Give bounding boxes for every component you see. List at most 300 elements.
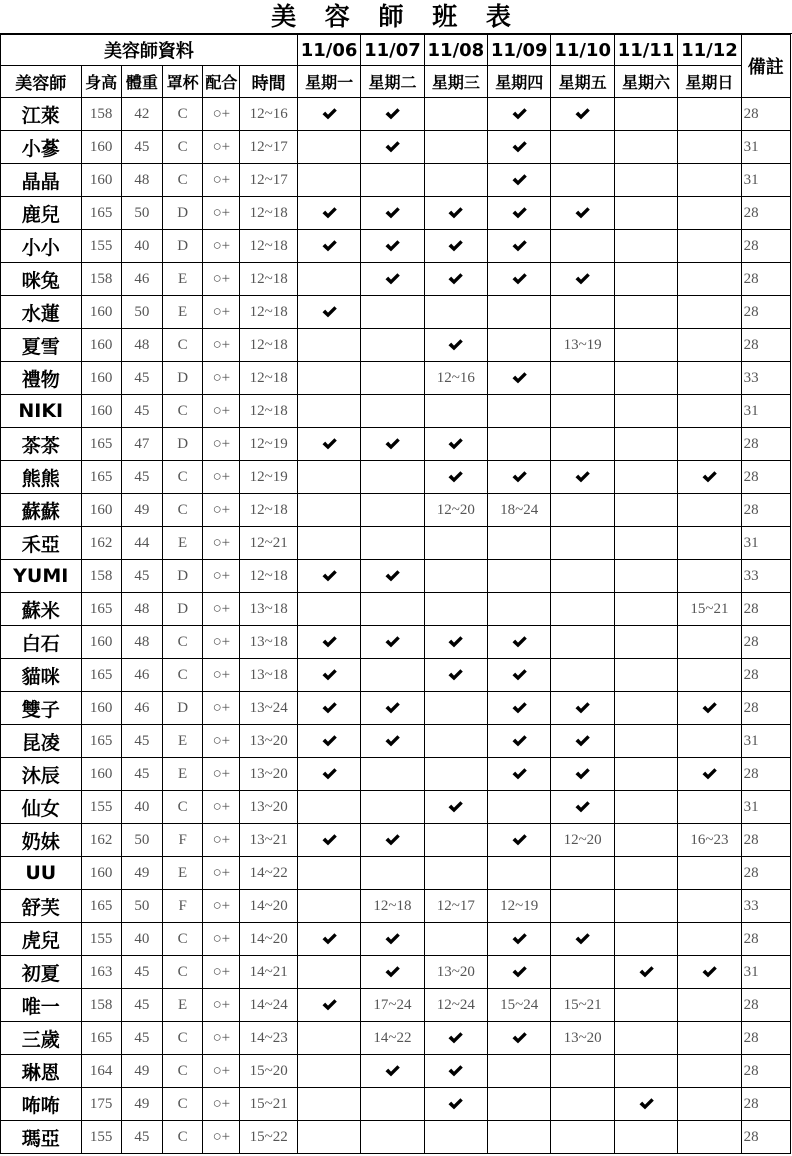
day-cell xyxy=(614,890,677,923)
cup-value: E xyxy=(163,296,203,329)
weekday-header: 星期日 xyxy=(678,66,741,98)
match-value: ○+ xyxy=(203,956,240,989)
note-value: 33 xyxy=(741,560,790,593)
weight-value: 46 xyxy=(121,692,162,725)
day-cell xyxy=(424,659,487,692)
weight-value: 46 xyxy=(121,659,162,692)
note-value: 28 xyxy=(741,461,790,494)
weight-value: 49 xyxy=(121,1055,162,1088)
time-value: 12~16 xyxy=(240,98,297,131)
day-cell: 13~19 xyxy=(551,329,614,362)
note-value: 28 xyxy=(741,626,790,659)
note-header: 備註 xyxy=(741,35,790,98)
match-value: ○+ xyxy=(203,725,240,758)
weight-value: 45 xyxy=(121,1121,162,1154)
height-value: 160 xyxy=(81,296,121,329)
day-cell xyxy=(614,164,677,197)
day-cell xyxy=(551,956,614,989)
cup-value: C xyxy=(163,626,203,659)
day-cell xyxy=(678,230,741,263)
day-cell xyxy=(297,659,360,692)
day-cell xyxy=(488,1055,551,1088)
checkmark-icon xyxy=(511,238,528,254)
day-cell xyxy=(678,131,741,164)
header-row-dates xyxy=(1,35,791,66)
weekday-header: 星期三 xyxy=(424,66,487,98)
match-value: ○+ xyxy=(203,659,240,692)
match-value: ○+ xyxy=(203,131,240,164)
day-cell xyxy=(551,131,614,164)
day-cell xyxy=(488,593,551,626)
weight-value: 45 xyxy=(121,461,162,494)
checkmark-icon xyxy=(384,238,401,254)
checkmark-icon xyxy=(638,1096,655,1112)
day-cell xyxy=(297,494,360,527)
day-cell xyxy=(614,263,677,296)
checkmark-icon xyxy=(447,469,464,485)
checkmark-icon xyxy=(384,931,401,947)
cup-value: C xyxy=(163,98,203,131)
note-value: 28 xyxy=(741,593,790,626)
cup-value: D xyxy=(163,428,203,461)
checkmark-icon xyxy=(511,205,528,221)
table-row xyxy=(1,1088,791,1121)
date-header: 11/06 xyxy=(297,35,360,66)
note-value: 31 xyxy=(741,527,790,560)
day-cell xyxy=(424,1022,487,1055)
checkmark-icon xyxy=(574,205,591,221)
weight-value: 45 xyxy=(121,956,162,989)
date-header: 11/08 xyxy=(424,35,487,66)
checkmark-icon xyxy=(321,205,338,221)
day-cell xyxy=(361,395,424,428)
cup-value: D xyxy=(163,593,203,626)
time-value: 13~18 xyxy=(240,593,297,626)
height-value: 165 xyxy=(81,659,121,692)
checkmark-icon xyxy=(384,271,401,287)
day-cell xyxy=(551,428,614,461)
header-row-columns xyxy=(1,66,791,98)
weekday-header: 星期五 xyxy=(551,66,614,98)
day-cell xyxy=(424,527,487,560)
table-row xyxy=(1,527,791,560)
day-cell xyxy=(297,395,360,428)
cup-value: D xyxy=(163,362,203,395)
table-row xyxy=(1,890,791,923)
cup-value: C xyxy=(163,923,203,956)
day-cell xyxy=(297,824,360,857)
day-cell xyxy=(424,791,487,824)
weight-value: 49 xyxy=(121,857,162,890)
day-cell xyxy=(614,131,677,164)
day-cell xyxy=(614,692,677,725)
checkmark-icon xyxy=(511,106,528,122)
page-title: 美 容 師 班 表 xyxy=(0,0,792,34)
note-value: 28 xyxy=(741,329,790,362)
weight-value: 40 xyxy=(121,230,162,263)
height-value: 165 xyxy=(81,197,121,230)
match-value: ○+ xyxy=(203,890,240,923)
day-cell xyxy=(551,296,614,329)
day-cell xyxy=(678,923,741,956)
time-value: 15~22 xyxy=(240,1121,297,1154)
date-header: 11/10 xyxy=(551,35,614,66)
note-value: 28 xyxy=(741,1055,790,1088)
day-cell xyxy=(488,857,551,890)
match-value: ○+ xyxy=(203,824,240,857)
checkmark-icon xyxy=(638,964,655,980)
day-cell xyxy=(488,230,551,263)
cup-value: C xyxy=(163,1121,203,1154)
cup-value: C xyxy=(163,494,203,527)
day-cell xyxy=(361,527,424,560)
day-cell xyxy=(361,329,424,362)
day-cell xyxy=(424,593,487,626)
height-value: 165 xyxy=(81,890,121,923)
day-cell xyxy=(297,857,360,890)
checkmark-icon xyxy=(447,238,464,254)
stylist-name: 咘咘 xyxy=(1,1088,82,1121)
day-cell xyxy=(614,362,677,395)
day-cell xyxy=(297,923,360,956)
day-cell xyxy=(678,956,741,989)
height-value: 160 xyxy=(81,494,121,527)
checkmark-icon xyxy=(321,667,338,683)
note-value: 28 xyxy=(741,197,790,230)
day-cell xyxy=(297,428,360,461)
checkmark-icon xyxy=(574,106,591,122)
stylist-name: 小蔘 xyxy=(1,131,82,164)
weekday-header: 星期六 xyxy=(614,66,677,98)
checkmark-icon xyxy=(321,931,338,947)
match-value: ○+ xyxy=(203,263,240,296)
cup-value: E xyxy=(163,989,203,1022)
time-value: 12~18 xyxy=(240,362,297,395)
day-cell xyxy=(678,989,741,1022)
stylist-name: 蘇米 xyxy=(1,593,82,626)
checkmark-icon xyxy=(511,634,528,650)
table-row xyxy=(1,164,791,197)
day-cell xyxy=(551,164,614,197)
day-cell xyxy=(551,395,614,428)
note-value: 28 xyxy=(741,1088,790,1121)
day-cell xyxy=(488,197,551,230)
checkmark-icon xyxy=(574,931,591,947)
checkmark-icon xyxy=(321,568,338,584)
stylist-name: 鹿兒 xyxy=(1,197,82,230)
weight-value: 40 xyxy=(121,923,162,956)
day-cell xyxy=(488,956,551,989)
time-value: 14~24 xyxy=(240,989,297,1022)
checkmark-icon xyxy=(384,205,401,221)
day-cell xyxy=(424,461,487,494)
day-cell xyxy=(551,1088,614,1121)
height-value: 160 xyxy=(81,164,121,197)
day-cell xyxy=(614,593,677,626)
cup-value: E xyxy=(163,263,203,296)
match-value: ○+ xyxy=(203,923,240,956)
day-cell xyxy=(424,1088,487,1121)
day-cell xyxy=(361,296,424,329)
time-value: 13~18 xyxy=(240,626,297,659)
weight-value: 49 xyxy=(121,1088,162,1121)
day-cell: 15~24 xyxy=(488,989,551,1022)
table-row xyxy=(1,296,791,329)
schedule-body xyxy=(1,98,791,1154)
day-cell xyxy=(488,1121,551,1154)
day-cell xyxy=(424,395,487,428)
day-cell xyxy=(488,1088,551,1121)
day-cell xyxy=(297,527,360,560)
day-cell xyxy=(488,692,551,725)
table-row xyxy=(1,956,791,989)
checkmark-icon xyxy=(321,766,338,782)
time-value: 14~20 xyxy=(240,923,297,956)
height-value: 155 xyxy=(81,791,121,824)
day-cell xyxy=(361,659,424,692)
match-value: ○+ xyxy=(203,1121,240,1154)
time-value: 14~20 xyxy=(240,890,297,923)
time-value: 15~21 xyxy=(240,1088,297,1121)
time-value: 12~18 xyxy=(240,296,297,329)
checkmark-icon xyxy=(384,139,401,155)
day-cell xyxy=(297,989,360,1022)
time-value: 12~19 xyxy=(240,428,297,461)
stylist-name: 瑪亞 xyxy=(1,1121,82,1154)
note-value: 31 xyxy=(741,131,790,164)
day-cell xyxy=(551,362,614,395)
height-value: 160 xyxy=(81,758,121,791)
day-cell xyxy=(678,527,741,560)
stylist-name: 咪兔 xyxy=(1,263,82,296)
day-cell xyxy=(424,1121,487,1154)
match-value: ○+ xyxy=(203,428,240,461)
note-value: 33 xyxy=(741,890,790,923)
weight-value: 45 xyxy=(121,131,162,164)
day-cell xyxy=(551,659,614,692)
day-cell xyxy=(361,263,424,296)
day-cell xyxy=(297,362,360,395)
cup-value: C xyxy=(163,1055,203,1088)
height-value: 165 xyxy=(81,725,121,758)
day-cell xyxy=(488,824,551,857)
table-row xyxy=(1,461,791,494)
day-cell xyxy=(551,1055,614,1088)
match-value: ○+ xyxy=(203,989,240,1022)
weight-value: 50 xyxy=(121,890,162,923)
checkmark-icon xyxy=(447,271,464,287)
checkmark-icon xyxy=(574,766,591,782)
note-value: 33 xyxy=(741,362,790,395)
day-cell xyxy=(361,197,424,230)
day-cell xyxy=(551,890,614,923)
match-value: ○+ xyxy=(203,362,240,395)
checkmark-icon xyxy=(701,766,718,782)
day-cell xyxy=(614,329,677,362)
day-cell xyxy=(297,131,360,164)
checkmark-icon xyxy=(447,436,464,452)
day-cell xyxy=(424,164,487,197)
height-value: 165 xyxy=(81,1022,121,1055)
stylist-name: 仙女 xyxy=(1,791,82,824)
match-value: ○+ xyxy=(203,857,240,890)
day-cell xyxy=(488,428,551,461)
match-value: ○+ xyxy=(203,1088,240,1121)
checkmark-icon xyxy=(321,832,338,848)
checkmark-icon xyxy=(511,469,528,485)
weight-value: 45 xyxy=(121,362,162,395)
day-cell xyxy=(424,131,487,164)
note-value: 28 xyxy=(741,989,790,1022)
day-cell xyxy=(551,593,614,626)
weight-header: 體重 xyxy=(121,66,162,98)
day-cell xyxy=(424,692,487,725)
checkmark-icon xyxy=(321,733,338,749)
day-cell: 12~18 xyxy=(361,890,424,923)
height-value: 160 xyxy=(81,329,121,362)
day-cell: 18~24 xyxy=(488,494,551,527)
time-value: 12~19 xyxy=(240,461,297,494)
weight-value: 48 xyxy=(121,329,162,362)
time-value: 12~18 xyxy=(240,263,297,296)
table-row xyxy=(1,98,791,131)
day-cell xyxy=(488,725,551,758)
day-cell xyxy=(551,197,614,230)
stylist-name: 三歲 xyxy=(1,1022,82,1055)
time-value: 14~21 xyxy=(240,956,297,989)
day-cell xyxy=(614,626,677,659)
day-cell xyxy=(551,923,614,956)
stylist-name: 夏雪 xyxy=(1,329,82,362)
cup-value: E xyxy=(163,857,203,890)
date-header: 11/12 xyxy=(678,35,741,66)
day-cell xyxy=(361,428,424,461)
day-cell xyxy=(551,560,614,593)
cup-value: C xyxy=(163,131,203,164)
day-cell xyxy=(678,791,741,824)
day-cell xyxy=(614,98,677,131)
day-cell xyxy=(678,626,741,659)
weight-value: 40 xyxy=(121,791,162,824)
day-cell xyxy=(361,461,424,494)
time-value: 12~17 xyxy=(240,164,297,197)
stylist-name: 水蓮 xyxy=(1,296,82,329)
day-cell xyxy=(614,230,677,263)
stylist-name: 昆凌 xyxy=(1,725,82,758)
day-cell xyxy=(488,758,551,791)
day-cell xyxy=(678,758,741,791)
height-value: 160 xyxy=(81,395,121,428)
time-value: 12~17 xyxy=(240,131,297,164)
height-value: 155 xyxy=(81,230,121,263)
table-row xyxy=(1,626,791,659)
day-cell xyxy=(297,593,360,626)
day-cell xyxy=(614,494,677,527)
day-cell xyxy=(551,527,614,560)
day-cell xyxy=(297,1055,360,1088)
day-cell xyxy=(678,1088,741,1121)
height-value: 158 xyxy=(81,560,121,593)
checkmark-icon xyxy=(384,832,401,848)
day-cell: 12~20 xyxy=(424,494,487,527)
day-cell xyxy=(678,329,741,362)
cup-value: E xyxy=(163,527,203,560)
checkmark-icon xyxy=(574,271,591,287)
day-cell xyxy=(297,164,360,197)
note-value: 28 xyxy=(741,263,790,296)
day-cell xyxy=(361,626,424,659)
checkmark-icon xyxy=(511,667,528,683)
stylist-name: 江萊 xyxy=(1,98,82,131)
day-cell xyxy=(361,725,424,758)
day-cell xyxy=(678,1022,741,1055)
cup-value: C xyxy=(163,164,203,197)
day-cell xyxy=(678,890,741,923)
table-row xyxy=(1,428,791,461)
stylist-name: 初夏 xyxy=(1,956,82,989)
table-row xyxy=(1,197,791,230)
stylist-name: 熊熊 xyxy=(1,461,82,494)
stylist-name: 琳恩 xyxy=(1,1055,82,1088)
weekday-header: 星期四 xyxy=(488,66,551,98)
day-cell xyxy=(551,626,614,659)
match-value: ○+ xyxy=(203,494,240,527)
stylist-name: 沐辰 xyxy=(1,758,82,791)
checkmark-icon xyxy=(511,271,528,287)
day-cell: 12~17 xyxy=(424,890,487,923)
table-row xyxy=(1,329,791,362)
day-cell xyxy=(297,1022,360,1055)
day-cell xyxy=(551,98,614,131)
table-row xyxy=(1,230,791,263)
day-cell xyxy=(614,659,677,692)
day-cell xyxy=(488,626,551,659)
table-row xyxy=(1,1055,791,1088)
day-cell xyxy=(614,989,677,1022)
height-value: 160 xyxy=(81,362,121,395)
checkmark-icon xyxy=(384,733,401,749)
weekday-header: 星期二 xyxy=(361,66,424,98)
table-row xyxy=(1,560,791,593)
day-cell xyxy=(297,725,360,758)
day-cell: 13~20 xyxy=(424,956,487,989)
checkmark-icon xyxy=(511,700,528,716)
day-cell xyxy=(424,98,487,131)
day-cell xyxy=(361,98,424,131)
table-row xyxy=(1,725,791,758)
match-value: ○+ xyxy=(203,593,240,626)
cup-value: D xyxy=(163,560,203,593)
time-value: 13~24 xyxy=(240,692,297,725)
day-cell xyxy=(614,725,677,758)
day-cell: 12~16 xyxy=(424,362,487,395)
checkmark-icon xyxy=(384,568,401,584)
time-value: 13~20 xyxy=(240,758,297,791)
checkmark-icon xyxy=(447,634,464,650)
day-cell xyxy=(424,824,487,857)
day-cell xyxy=(424,263,487,296)
height-value: 162 xyxy=(81,527,121,560)
note-value: 31 xyxy=(741,164,790,197)
table-row xyxy=(1,1022,791,1055)
day-cell xyxy=(297,263,360,296)
day-cell xyxy=(297,626,360,659)
note-value: 28 xyxy=(741,1022,790,1055)
day-cell xyxy=(361,593,424,626)
checkmark-icon xyxy=(447,667,464,683)
time-value: 14~22 xyxy=(240,857,297,890)
cup-value: F xyxy=(163,824,203,857)
